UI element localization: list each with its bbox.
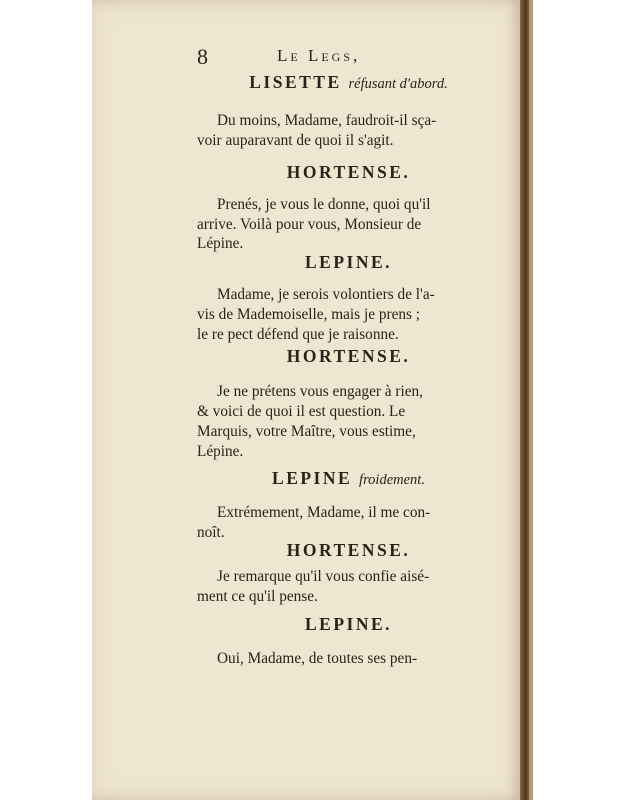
speaker-heading [197, 162, 500, 183]
dialogue-line: noît. [197, 524, 225, 541]
page-header [197, 44, 500, 68]
dialogue-line: arrive. Voilà pour vous, Monsieur de [197, 216, 422, 233]
dialogue-line: Je remarque qu'il vous confie aisé- [217, 568, 430, 585]
speaker-name: LISETTE [249, 72, 342, 92]
stage-direction: réfusant d'abord. [348, 76, 448, 92]
dialogue-line: le re pect défend que je raisonne. [197, 326, 399, 343]
speaker-heading [197, 252, 500, 273]
dialogue-line: Marquis, votre Maître, vous estime, [197, 423, 416, 440]
dialogue-line: Madame, je serois volontiers de l'a- [217, 286, 435, 303]
dialogue-line: Prenés, je vous le donne, quoi qu'il [217, 196, 431, 213]
dialogue-line: Lépine. [197, 235, 244, 252]
stage-direction: froidement. [359, 472, 425, 488]
speaker-heading [197, 540, 500, 561]
book-spine [520, 0, 529, 800]
dialogue-line: Du moins, Madame, faudroit-il sça- [217, 112, 437, 129]
speaker-heading [197, 346, 500, 367]
dialogue-line: Extrémement, Madame, il me con- [217, 504, 431, 521]
speaker-name: HORTENSE. [286, 346, 411, 366]
dialogue-line: voir auparavant de quoi il s'agit. [197, 132, 394, 149]
speaker-heading [197, 72, 500, 93]
speaker-name: LEPINE. [304, 614, 393, 634]
speaker-name: LEPINE. [304, 252, 393, 272]
speaker-name: LEPINE [272, 468, 353, 488]
speaker-name: HORTENSE. [286, 162, 411, 182]
running-head: Le Legs, [277, 46, 361, 65]
dialogue-line: ment ce qu'il pense. [197, 588, 318, 605]
speaker-name: HORTENSE. [286, 540, 411, 560]
dialogue-line: vis de Mademoiselle, mais je prens ; [197, 306, 421, 323]
dialogue-line: Oui, Madame, de toutes ses pen- [217, 650, 418, 667]
book-spine-edge [529, 0, 533, 800]
dialogue-line: Lépine. [197, 443, 244, 460]
speaker-heading [197, 614, 500, 635]
dialogue-line: Je ne prétens vous engager à rien, [217, 383, 424, 400]
page-number: 8 [197, 44, 208, 69]
speaker-heading [197, 468, 500, 489]
dialogue-line: & voici de quoi il est question. Le [197, 403, 406, 420]
